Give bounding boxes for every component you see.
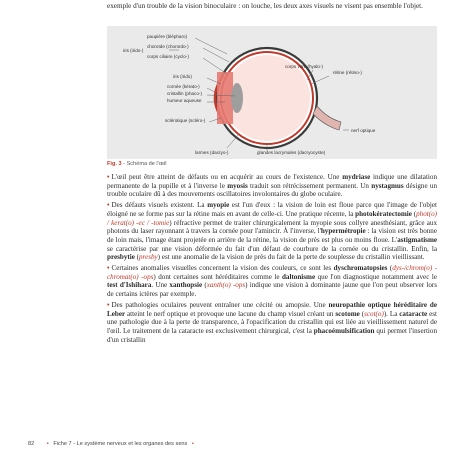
text-run: qui permet l'insertion d'un cristallin [107, 326, 437, 344]
etymology: presby [139, 253, 158, 262]
text-run: Des pathologies oculaires peuvent entraîner une cécité ou amopsie. Une [111, 300, 329, 309]
term: dyschromatopsies [333, 264, 388, 273]
text-run: est l'un d'eux : la vision de loin est floue parce que l'image de l'objet éloigné ne se forme pas sur la rétine mais en avant de celle-ci. Une pratique récente, la [107, 201, 437, 218]
eye-diagram [107, 26, 437, 159]
text-run: ( [134, 253, 139, 262]
term: cataracte [399, 309, 428, 318]
term: mydriase [342, 173, 371, 181]
term: photokératectomie [355, 209, 412, 218]
bullet-icon: • [107, 201, 110, 210]
label-cristallin: cristallin (phaco-) [167, 91, 202, 96]
etymology: phot(o) / kerat(o) -ec / -tomie [107, 209, 437, 227]
label-corps-vitre: corps vitré (hyalo-) [285, 64, 324, 69]
label-iris-main: iris (irido-) [123, 48, 144, 53]
bullet-icon: • [107, 264, 110, 273]
text-run: ) dont certaines sont héréditaires comme le [153, 272, 282, 281]
text-run: : la vision est très bonne de loin mais, l'image étant projetée en arrière de la rétine, la vision de près est plus ou moins floue. L' [107, 227, 437, 244]
footer-title: Fiche 7 - Le système nerveux et les organes des sens [53, 441, 188, 447]
text-run: ) indique une vision à dominante jaune que l'on peut observer lors de certains ictères par exemple. [107, 281, 438, 299]
term: neuropathie optique héréditaire de Leber [107, 300, 437, 318]
term: myopie [207, 201, 230, 210]
optic-nerve-shape [313, 106, 341, 130]
term: scotome [335, 309, 360, 318]
term: astigmatisme [397, 235, 437, 244]
text-run: que l'on diagnostique notamment avec le [315, 272, 437, 281]
label-choroide: choroïde (choroïdo-) [147, 44, 189, 49]
label-iris: iris (irido) [173, 74, 192, 79]
paragraph [107, 201, 437, 262]
label-humeur: humeur aqueuse [167, 98, 202, 103]
term: phacoémulsification [313, 326, 375, 335]
iris-shape [217, 72, 233, 124]
label-sclerotique: sclérotique (scléro-) [165, 118, 206, 123]
eye-diagram-svg [107, 26, 437, 159]
figure-caption [107, 161, 167, 167]
term: test d'Ishihara [107, 281, 152, 290]
text-run: ). La [383, 309, 400, 318]
text-run: désigne un trouble oculaire dû à des mouvements oscillatoires involontaires du globe oculaire. [107, 181, 437, 199]
page-number: 82 [28, 441, 35, 447]
text-run: atteint le nerf optique et provoque une lacune du champ visuel créant un [125, 309, 336, 318]
term: myosis [227, 181, 248, 190]
text-run: se caractérise par une vision déformée du fait d'un défaut de courbure de la cornée ou du cristallin. Enfin, la [107, 244, 437, 253]
text-run: traduit son rétrécissement permanent. Un [247, 181, 372, 190]
bullet-icon: • [107, 300, 110, 309]
text-run: indique une dilatation permanente de la pupille et à l'inverse le [107, 173, 437, 190]
term: nystagmus [371, 181, 404, 190]
intro-text: exemple d'un trouble de la vision binoculaire : on louche, les deux axes visuels ne visent pas ensemble l'objet. [107, 2, 423, 10]
label-retine: rétine (rétino-) [333, 70, 362, 75]
lens-shape [231, 83, 243, 113]
footer-bullet: • [46, 441, 49, 447]
text-run: Des défauts visuels existent. La [111, 201, 208, 210]
etymology: xanth(o) -ops [206, 281, 246, 290]
term: hypermétropie [320, 227, 366, 236]
text-run: ( [411, 209, 417, 218]
text-run: ( [359, 309, 365, 318]
etymology: dys-/chrom(o) - chromat(o) -ops [107, 264, 437, 281]
label-paupiere: paupière (blépharo) [147, 34, 188, 39]
label-cornee: cornée (kérato-) [167, 84, 200, 89]
bullet-icon: • [107, 173, 110, 181]
text-run: . Une [151, 281, 170, 290]
text-run: ( [387, 264, 393, 273]
text-run: ( [202, 281, 207, 290]
footer-bullet-end: • [191, 441, 194, 447]
text-run: L'œil peut être atteint de défauts ou en acquérir au cours de l'existence. Une [111, 173, 343, 181]
caption-number: Fig. 3 [107, 161, 122, 167]
label-glandes: glandes lacrymales (dacryocyste) [257, 150, 326, 155]
page-footer [28, 441, 197, 447]
paragraph [107, 264, 437, 299]
paragraph [107, 173, 437, 199]
caption-text: - Schéma de l'œil [121, 161, 167, 167]
label-corps-ciliaire: corps ciliaire (cyclo-) [147, 54, 189, 59]
label-nerf: nerf optique [351, 128, 376, 133]
body-text [107, 173, 437, 346]
paragraph [107, 301, 437, 345]
etymology: scot(o) [364, 309, 384, 318]
text-run: est une pathologie due à la perte de transparence, à l'opacification du cristallin qui est liée au vieillissement naturel de l'œil. Le traitement de la cataracte est exclusivement chirurgical, c'est la [107, 309, 438, 335]
label-larmes: larmes (dacryo-) [195, 150, 229, 155]
text-run: ) est une anomalie de la vision de près du fait de la perte de souplesse du cristallin vieillissant. [157, 253, 425, 262]
text-run: Certaines anomalies visuelles concernent la vision des couleurs, ce sont les [111, 264, 334, 273]
term: presbytie [107, 253, 135, 262]
text-run: ) réfractive permet de traiter chirurgicalement la myopie sous collyre anesthésiant, grâce aux photons du laser rayonnant à travers la cornée pour l'amincir. À l'inverse, l' [107, 218, 437, 236]
term: daltonisme [281, 272, 316, 281]
term: xanthopsie [169, 281, 203, 290]
